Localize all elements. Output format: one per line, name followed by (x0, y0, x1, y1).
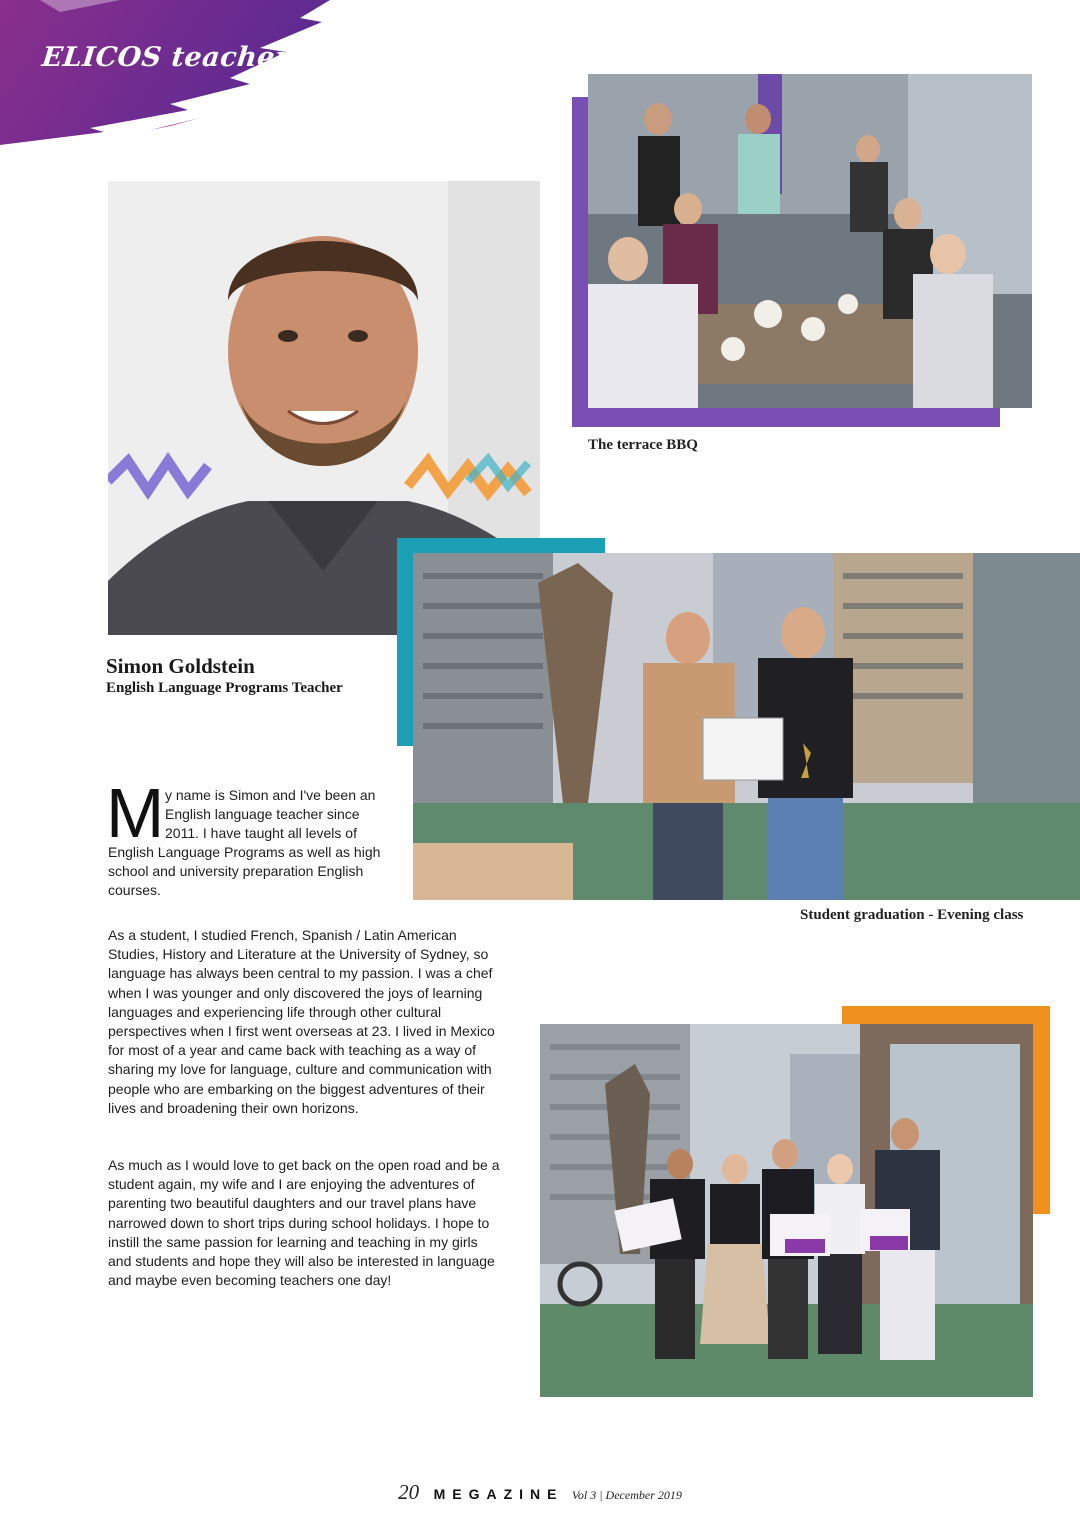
intro-text-wrapped: y name is Simon and I've been an English language teacher since 2011. I have taught all levels of (165, 787, 376, 842)
page-number: 20 (398, 1480, 420, 1504)
group-photo (540, 1024, 1033, 1397)
intro-text-continued: English Language Programs as well as high school and university preparation English courses. (108, 844, 381, 899)
graduation-caption: Student graduation - Evening class (800, 907, 1024, 923)
magazine-name: MEGAZINE (433, 1486, 564, 1502)
graduation-photo (413, 553, 1080, 900)
article-paragraph-2: As a student, I studied French, Spanish / Latin American Studies, History and Literature at the University of Sydney, so language has always been central to my passion. I was a chef when I was younger and only discovered the joys of learning languages and experiencing life through other cultural perspectives when I first went overseas at 23. I lived in Mexico for most of a year and came back with teaching as a way of sharing my love for language, culture and communication with people who are embarking on the biggest adventures of their lives and broadening their own horizons. (108, 927, 495, 1116)
article-paragraph-3: As much as I would love to get back on the open road and be a student again, my wife and I are enjoying the adventures of parenting two beautiful daughters and our travel plans have narrowed down to short trips during school holidays. I hope to instill the same passion for learning and teaching in my girls and students and hope they will also be interested in language and maybe even becoming teachers one day! (108, 1157, 500, 1289)
bbq-photo (588, 74, 1032, 408)
issue-info: Vol 3 | December 2019 (571, 1488, 682, 1502)
bbq-caption: The terrace BBQ (588, 437, 698, 453)
page-footer (0, 1480, 1080, 1505)
header-brush-stroke (0, 0, 330, 150)
teacher-name: Simon Goldstein (106, 654, 255, 678)
teacher-role: English Language Programs Teacher (106, 680, 343, 696)
section-label: ELICOS teacher (40, 42, 292, 73)
drop-cap: M (106, 774, 165, 852)
